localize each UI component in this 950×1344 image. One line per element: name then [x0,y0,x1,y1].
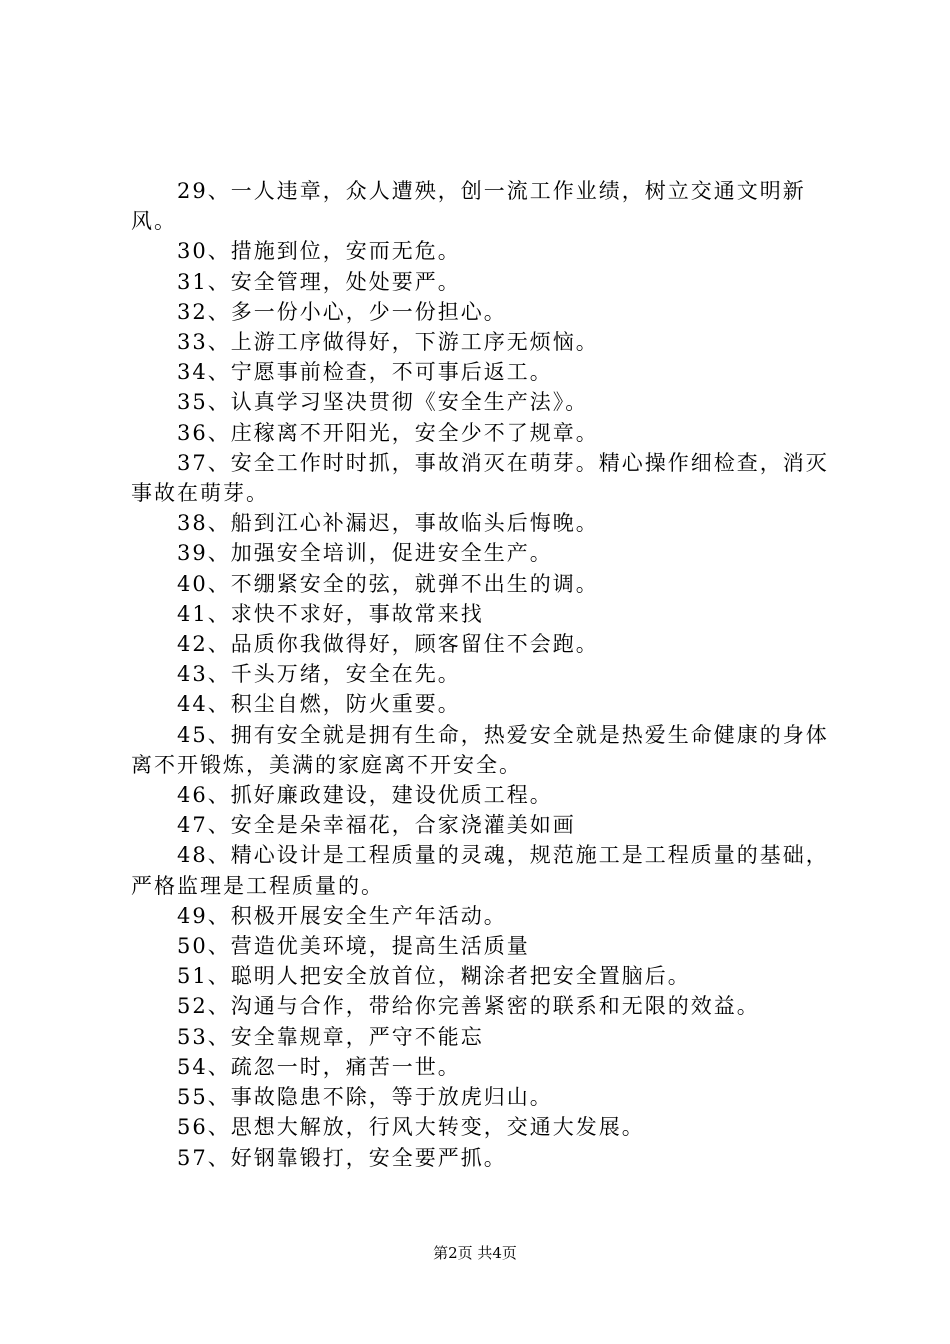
list-item: 49、积极开展安全生产年活动。 [177,903,507,928]
list-item: 56、思想大解放，行风大转变，交通大发展。 [177,1115,645,1140]
list-item: 30、措施到位，安而无危。 [177,239,461,264]
list-item: 37、安全工作时时抓，事故消灭在萌芽。精心操作细检查，消灭事故在萌芽。 [131,450,829,506]
list-item: 44、积尘自燃，防火重要。 [177,692,461,717]
list-item: 50、营造优美环境，提高生活质量 [177,934,530,959]
list-item: 32、多一份小心，少一份担心。 [177,299,507,324]
list-item: 53、安全靠规章，严守不能忘 [177,1024,484,1049]
list-item: 52、沟通与合作，带给你完善紧密的联系和无限的效益。 [177,994,760,1019]
list-item: 33、上游工序做得好，下游工序无烦恼。 [177,330,599,355]
list-item: 41、求快不求好，事故常来找 [177,601,484,626]
page-footer: 第2页 共4页 [433,1244,517,1262]
list-item: 47、安全是朵幸福花，合家浇灌美如画 [177,813,576,838]
list-item: 45、拥有安全就是拥有生命，热爱安全就是热爱生命健康的身体离不开锻炼，美满的家庭离不开安全。 [131,722,829,777]
list-item: 39、加强安全培训，促进安全生产。 [177,541,553,566]
list-item: 42、品质你我做得好，顾客留住不会跑。 [177,632,599,657]
list-item: 46、抓好廉政建设，建设优质工程。 [177,783,553,808]
list-item: 51、聪明人把安全放首位，糊涂者把安全置脑后。 [177,964,691,989]
list-item: 35、认真学习坚决贯彻《安全生产法》。 [177,390,589,415]
list-item: 54、疏忽一时，痛苦一世。 [177,1054,461,1079]
list-item: 38、船到江心补漏迟，事故临头后悔晚。 [177,511,599,536]
list-item: 36、庄稼离不开阳光，安全少不了规章。 [177,420,599,445]
list-item: 57、好钢靠锻打，安全要严抓。 [177,1145,507,1170]
list-item: 40、不绷紧安全的弦，就弹不出生的调。 [177,571,599,596]
list-item: 31、安全管理，处处要严。 [177,269,461,294]
list-item: 34、宁愿事前检查，不可事后返工。 [177,360,553,385]
list-item: 48、精心设计是工程质量的灵魂，规范施工是工程质量的基础，严格监理是工程质量的。 [131,843,829,898]
list-item: 43、千头万绪，安全在先。 [177,662,461,687]
document-body [131,176,831,1173]
list-item: 55、事故隐患不除，等于放虎归山。 [177,1085,553,1110]
list-item: 29、一人违章，众人遭殃，创一流工作业绩，树立交通文明新风。 [131,179,806,234]
